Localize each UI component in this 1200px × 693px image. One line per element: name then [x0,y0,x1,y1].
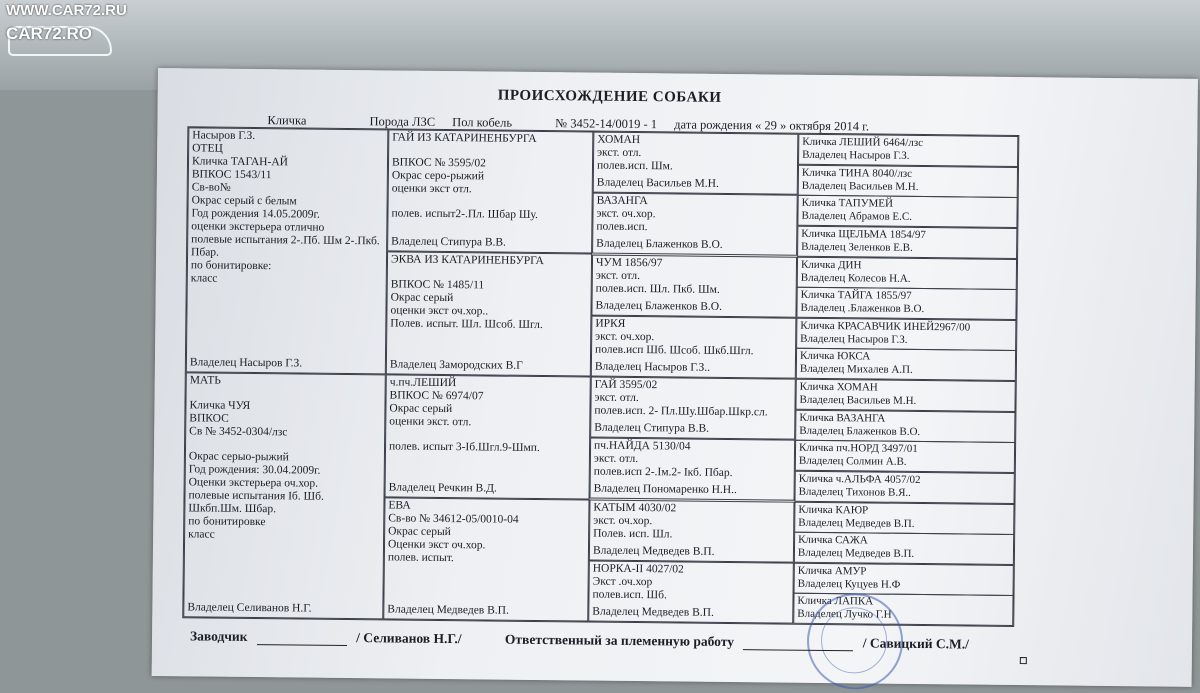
great-grandparent-cell-owner: Владелец Насыров Г.З.. [594,360,711,374]
responsible-signature [743,635,853,651]
ancestor-owner: Владелец Тихонов В.Я.. [798,485,912,499]
great-grandparent-cell-owner: Владелец Стипура В.В. [594,421,710,435]
grandparent-cell-line: Окрас серый [390,291,454,305]
great-grandparent-cell [591,255,797,318]
ancestor-name: Кличка ч.АЛЬФА 4057/02 [798,472,921,487]
father-cell-line: ВПКОС 1543/11 [191,168,272,182]
document-title: ПРОИСХОЖДЕНИЕ СОБАКИ [497,87,722,106]
ancestor-name: Кличка пч.НОРД 3497/01 [798,441,918,455]
great-grandparent-cell-owner: Владелец Блаженков В.О. [596,237,723,251]
ancestor-cell [796,287,1016,320]
ancestor-owner: Владелец Медведев В.П. [797,546,915,560]
ancestor-owner: Владелец Михалев А.П. [799,362,913,376]
great-grandparent-cell-line: экст. отл. [594,391,639,405]
mother-cell-line: Год рождения: 30.04.2009г. [188,463,321,477]
ancestor-cell [794,502,1014,535]
watermark-logo: CAR72.RO [6,24,92,43]
father-cell-line: полевые испытания 2-.Пб. Шм 2-.Пкб. [191,233,380,248]
watermark-site: WWW.CAR72.RU [6,2,127,19]
grandparent-cell-owner: Владелец Речкин В.Д. [388,481,497,495]
mother-cell-line: Кличка ЧУЯ [189,399,251,412]
grandparent-cell-line: ЭКВА ИЗ КАТАРИНЕНБУРГА [390,253,544,268]
grandparent-cell-owner: Владелец Замородских В.Г [389,358,523,372]
great-grandparent-cell [591,316,797,379]
ancestor-cell [798,165,1018,198]
ancestor-owner: Владелец Васильев М.Н. [799,393,917,407]
grandparent-cell-line: полев. испыт 3-Iб.Шгл.9-Шмп. [388,440,540,455]
father-cell-line: по бонитировке: [190,259,272,273]
responsible-label: Ответственный за племенную работу [504,631,735,650]
great-grandparent-cell-line: ВАЗАНГА [596,194,648,208]
great-grandparent-cell-line: полев.исп. Шл. Пкб. Шм. [595,282,720,296]
great-grandparent-cell-line: полев.исп 2-.Iм.2- Iкб. Пбар. [593,465,733,480]
great-grandparent-cell-line: полев.исп Шб. Шсоб. Шкб.Шгл. [595,343,754,358]
grandparent-cell-line: Окрас серый [388,525,451,539]
grandparent-cell-line: Св-во № 34612-05/0010-04 [388,512,519,526]
ancestor-name: Кличка ЩЕЛЬМА 1854/97 [801,227,926,242]
great-grandparent-cell-line: экст. оч.хор. [593,514,653,528]
ancestor-name: Кличка ТИНА 8040/лзс [801,166,913,180]
great-grandparent-cell [589,500,795,563]
great-grandparent-cell-line: полев.исп. Шб. [592,588,667,602]
mother-cell-line: Шкбп.Шм. Шбар. [188,502,277,516]
great-grandparent-cell [590,377,796,440]
ancestor-name: Кличка ЮКСА [799,349,871,363]
great-grandparent-cell-line: НОРКА-II 4027/02 [592,562,684,576]
mother-cell-line: Окрас серыо-рыжий [188,450,289,464]
ancestor-cell [794,471,1014,504]
great-grandparent-cell-line: Экст .оч.хор [592,575,653,589]
ancestor-owner: Владелец Солмин А.В. [798,454,907,468]
grandparent-cell-line: Окрас серо-рыжий [391,169,485,183]
great-grandparent-cell-line: ГАЙ 3595/02 [594,378,658,392]
great-grandparent-cell [590,438,796,501]
ancestor-name: Кличка КРАСАВЧИК ИНЕЙ2967/00 [800,319,971,334]
ancestor-owner: Владелец Зеленков Е.В. [801,240,913,254]
mother-cell [183,372,386,619]
great-grandparent-cell-owner: Владелец Медведев В.П. [592,544,715,558]
mother-cell-line: Св № 3452-0304/лзс [189,425,288,439]
ancestor-cell [795,379,1015,412]
ancestor-cell [794,532,1014,565]
ancestor-owner: Владелец Медведев В.П. [798,516,915,530]
great-grandparent-cell-line: ИРКЯ [595,317,626,330]
grandparent-cell-line: полев. испыт. [387,551,454,565]
father-cell-line: Год рождения 14.05.2009г. [191,207,320,221]
grandparent-cell-line: ВПКОС № 1485/11 [390,278,485,292]
great-grandparent-cell-line: полев.исп. [596,220,648,234]
ancestor-name: Кличка КАЮР [798,503,869,517]
great-grandparent-cell-line: экст. оч.хор. [595,330,655,344]
ancestor-cell [797,226,1017,259]
ancestor-name: Кличка АМУР [797,564,867,578]
great-grandparent-cell-owner: Владелец Васильев М.Н. [596,176,719,190]
birth-date: дата рождения « 29 » октября 2014 г. [674,117,870,134]
ancestor-owner: Владелец .Блаженков В.О. [800,301,925,316]
ancestor-name: Кличка ЛЕШИЙ 6464/лзс [802,135,924,150]
great-grandparent-cell-line: ЧУМ 1856/97 [595,256,663,270]
father-cell-line: класс [190,272,218,285]
ancestor-cell [794,563,1014,596]
great-grandparent-cell-line: полев.исп. Шм. [596,159,673,173]
ancestor-cell [798,134,1018,167]
ancestor-owner: Владелец Блаженков В.О. [799,424,921,439]
ancestor-owner: Владелец Лучко Г.Н [797,607,892,621]
ancestor-name: Кличка ВАЗАНГА [799,411,886,425]
grandparent-cell-line: ВПКОС № 6974/07 [389,389,484,403]
father-cell-line: Св-во№ [191,181,231,194]
ancestor-name: Кличка САЖА [798,533,868,547]
grandparent-cell-line: ГАЙ ИЗ КАТАРИНЕНБУРГА [392,131,537,145]
great-grandparent-cell-line: экст. отл. [597,146,642,160]
great-grandparent-cell-line: экст. оч.хор. [596,207,656,221]
grandparent-cell-line: ЕВА [388,499,411,512]
father-cell-line: ОТЕЦ [192,142,223,155]
father-cell-line: Пбар. [191,246,220,259]
great-grandparent-cell-line: КАТЫМ 4030/02 [593,501,677,515]
grandparent-cell-line: оценки экст оч.хор.. [390,304,489,318]
great-grandparent-cell [588,561,794,624]
great-grandparent-cell-line: Полев. исп. Шл. [593,527,673,541]
ancestor-owner: Владелец Насыров Г.З. [800,332,908,346]
ancestor-name: Кличка ТАЙГА 1855/97 [800,288,912,302]
ancestor-name: Кличка ЛАПКА [797,594,874,608]
grandparent-cell-owner: Владелец Медведев В.П. [387,603,509,617]
great-grandparent-cell-owner: Владелец Медведев В.П. [592,605,714,619]
great-grandparent-cell-line: полев.исп. 2- Пл.Шу.Шбар.Шкр.сл. [594,404,768,419]
mother-cell-line: ВПКОС [189,412,229,425]
ancestor-name: Кличка ХОМАН [799,380,878,394]
great-grandparent-cell-line: экст. отл. [595,269,641,283]
grandparent-cell [385,374,591,499]
ancestor-cell [796,318,1016,351]
nickname-label: Кличка [267,113,307,128]
grandparent-cell-line: Окрас серый [389,402,453,416]
mother-cell-owner: Владелец Селиванов Н.Г. [187,601,312,615]
father-cell [186,127,389,374]
great-grandparent-cell-owner: Владелец Пономаренко Н.Н.. [593,482,737,497]
grandparent-cell-line: ч.пч.ЛЕШИЙ [389,376,457,390]
father-cell-line: оценки экстерьера отлично [191,220,325,234]
grandparent-cell-line: оценки экст отл. [391,182,472,196]
breeder-name: / Селиванов Н.Г./ [356,630,462,647]
father-cell-line: Кличка ТАГАН-АЙ [191,155,289,169]
grandparent-cell-line: ВПКОС № 3595/02 [391,156,486,170]
ancestor-cell [797,195,1017,228]
breed: Порода ЛЗС [369,114,436,129]
great-grandparent-cell-owner: Владелец Блаженков В.О. [595,299,723,313]
ancestor-cell [795,440,1015,473]
father-cell-line: Окрас серый с белым [191,194,297,208]
breeder-label: Заводчик [189,628,248,644]
great-grandparent-cell [592,193,798,256]
grandparent-cell-line: Оценки экст оч.хор. [387,538,486,552]
pedigree-document [152,68,1198,687]
ancestor-cell [795,410,1015,443]
ancestor-name: Кличка ДИН [800,258,862,272]
grandparent-cell [387,129,593,253]
great-grandparent-cell-line: пч.НАЙДА 5130/04 [594,439,691,453]
checkbox-mark [1020,657,1027,664]
grandparent-cell-line: оценки экст. отл. [389,415,472,429]
ancestor-owner: Владелец Васильев М.Н. [801,179,919,193]
great-grandparent-cell [593,132,799,195]
grandparent-cell [386,251,592,376]
ancestor-owner: Владелец Колесов Н.А. [800,271,911,285]
grandparent-cell-line: Полев. испыт. Шл. Шсоб. Шгл. [390,317,543,332]
grandparent-cell [383,497,589,621]
ancestor-owner: Владелец Насыров Г.З. [802,148,910,162]
registration-number: № 3452-14/0019 - 1 [555,116,658,132]
sex: Пол кобель [452,115,513,130]
mother-cell-line: полевые испытания Iб. Шб. [188,489,324,503]
ancestor-owner: Владелец Абрамов Е.С. [801,209,913,223]
ancestor-cell [796,348,1016,381]
ancestor-owner: Владелец Куцуев Н.Ф [797,577,901,591]
ancestor-cell [797,257,1017,290]
pedigree-table [182,126,1019,627]
grandparent-cell-owner: Владелец Стипура В.В. [391,235,507,249]
grandparent-cell-line: полев. испыт2-.Пл. Шбар Шу. [391,207,538,221]
ancestor-name: Кличка ТАПУМЕЙ [801,196,894,210]
mother-cell-line: Оценки экстерьера оч.хор. [188,476,319,490]
great-grandparent-cell-line: экст. отл. [593,452,639,466]
responsible-name: / Савицкий С.М./ [862,635,970,652]
breeder-signature [257,630,347,646]
great-grandparent-cell-line: ХОМАН [597,133,641,147]
father-cell-owner: Владелец Насыров Г.З. [189,356,303,370]
mother-cell-line: МАТЬ [189,374,221,387]
mother-cell-line: класс [188,528,215,541]
father-cell-line: Насыров Г.З. [192,129,256,143]
mother-cell-line: по бонитировке [188,515,266,529]
